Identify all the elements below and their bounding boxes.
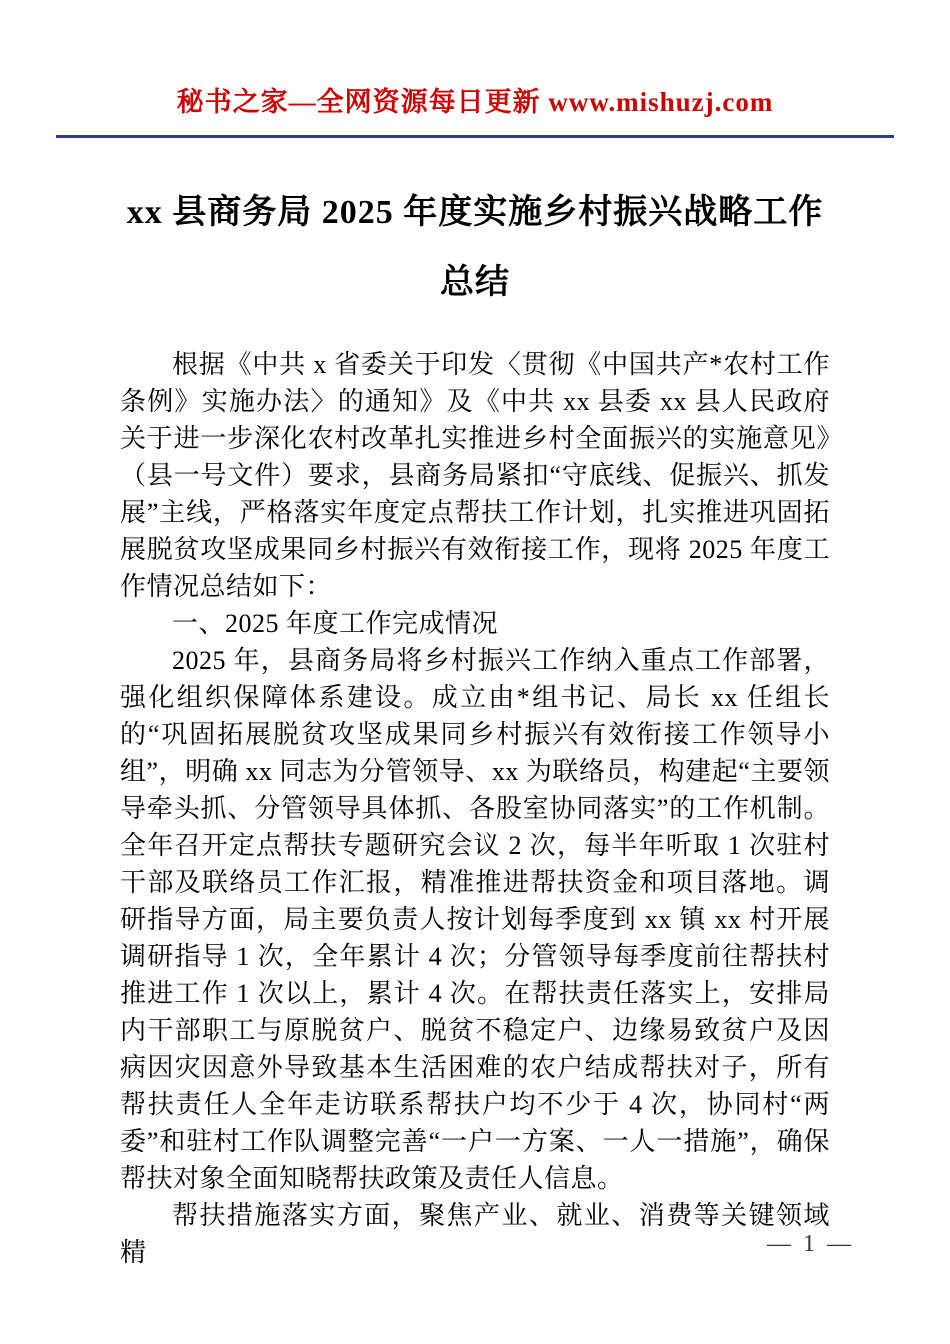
header-rule xyxy=(56,135,894,138)
body-paragraph: 2025 年，县商务局将乡村振兴工作纳入重点工作部署，强化组织保障体系建设。成立由*组书记、局长 xx 任组长的“巩固拓展脱贫攻坚成果同乡村振兴有效衔接工作领导小组”，明确 xx 同志为分管领导、xx 为联络员，构建起“主要领导牵头抓、分管领导具体抓、各股室协同落实”的工作机制。全年召开定点帮扶专题研究会议 2 次，每半年听取 1 次驻村干部及联络员工作汇报，精准推进帮扶资金和项目落地。调研指导方面，局主要负责人按计划每季度到 xx 镇 xx 村开展调研指导 1 次，全年累计 4 次；分管领导每季度前往帮扶村推进工作 1 次以上，累计 4 次。在帮扶责任落实上，安排局内干部职工与原脱贫户、脱贫不稳定户、边缘易致贫户及因病因灾因意外导致基本生活困难的农户结成帮扶对子，所有帮扶责任人全年走访联系帮扶户均不少于 4 次，协同村“两委”和驻村工作队调整完善“一户一方案、一人一措施”，确保帮扶对象全面知晓帮扶政策及责任人信息。 xyxy=(120,646,830,1193)
document-body xyxy=(120,346,830,1271)
site-header xyxy=(120,80,830,119)
section-heading: 一、2025 年度工作完成情况 xyxy=(172,609,499,638)
body-paragraph: 帮扶措施落实方面，聚焦产业、就业、消费等关键领域精 xyxy=(120,1201,830,1267)
document-title: xx 县商务局 2025 年度实施乡村振兴战略工作总结 xyxy=(126,194,824,301)
site-header-text: 秘书之家—全网资源每日更新 www.mishuzj.com xyxy=(176,87,774,117)
body-paragraph: 根据《中共 x 省委关于印发〈贯彻《中国共产*农村工作条例》实施办法〉的通知》及《中共 xx 县委 xx 县人民政府关于进一步深化农村改革扎实推进乡村全面振兴的实施意见》（县一号文件）要求，县商务局紧扣“守底线、促振兴、抓发展”主线，严格落实年度定点帮扶工作计划，扎实推进巩固拓展脱贫攻坚成果同乡村振兴有效衔接工作，现将 2025 年度工作情况总结如下： xyxy=(120,350,830,601)
page-number: — 1 — xyxy=(767,1231,854,1257)
